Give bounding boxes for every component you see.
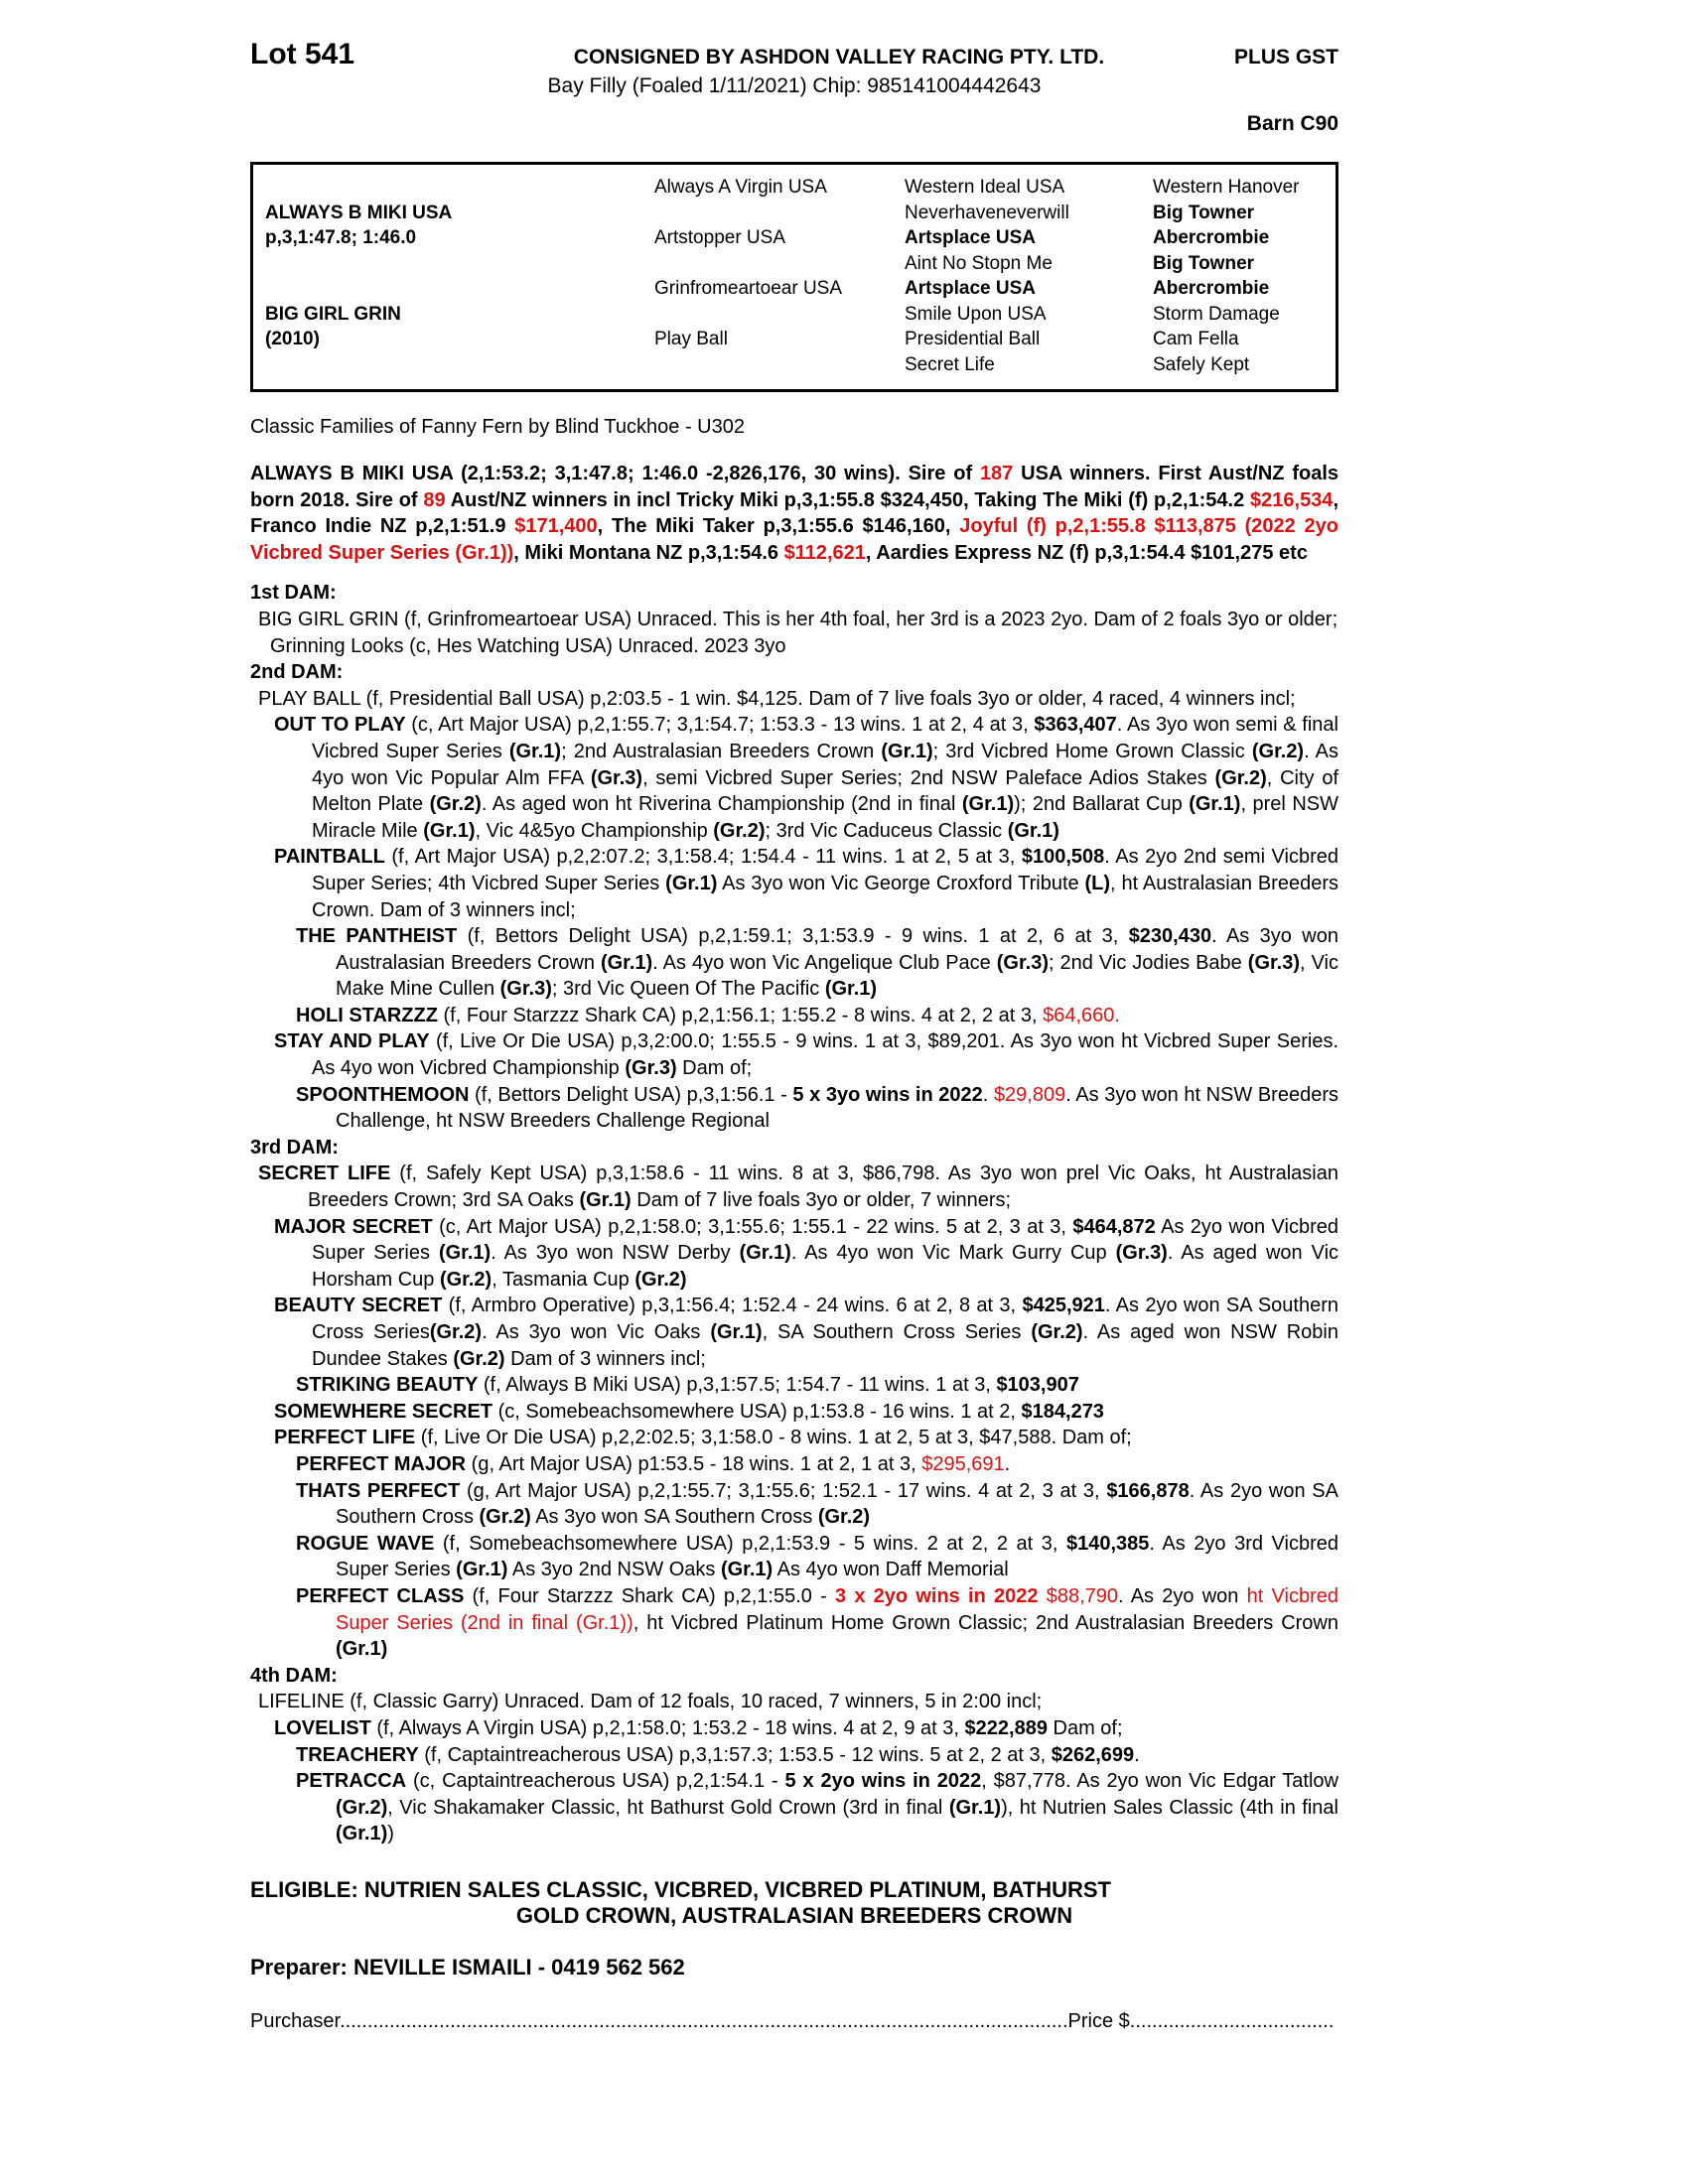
pedigree-cell: Presidential Ball bbox=[905, 329, 1041, 349]
pedigree-row bbox=[265, 251, 1332, 277]
pedigree-cell: Artsplace USA bbox=[905, 227, 1036, 248]
pedigree-cell bbox=[654, 201, 905, 226]
entry-out-to-play: OUT TO PLAY (c, Art Major USA) p,2,1:55.7; 3,1:54.7; 1:53.3 - 13 wins. 1 at 2, 4 at 3, $363,407. As 3yo won semi & final Vicbred Super Series (Gr.1); 2nd Australasian Breeders Crown (Gr.1); 3rd Vicbred Home Grown Classic (Gr.2). As 4yo won Vic Popular Alm FFA (Gr.3), semi Vicbred Super Series; 2nd NSW Paleface Adios Stakes (Gr.2), City of Melton Plate (Gr.2). As aged won ht Riverina Championship (2nd in final (Gr.1)); 2nd Ballarat Cup (Gr.1), prel NSW Miracle Mile (Gr.1), Vic 4&5yo Championship (Gr.2); 3rd Vic Caduceus Classic (Gr.1) bbox=[274, 714, 1339, 842]
dam3-secret-life: SECRET LIFE (f, Safely Kept USA) p,3,1:58.6 - 11 wins. 8 at 3, $86,798. As 3yo won prel Vic Oaks, ht Australasian Breeders Crown; 3rd SA Oaks (Gr.1) Dam of 7 live foals 3yo or older, 7 winners; bbox=[258, 1162, 1338, 1212]
pedigree-cell bbox=[654, 352, 905, 378]
entry-treachery: TREACHERY (f, Captaintreacherous USA) p,3,1:57.3; 1:53.5 - 12 wins. 5 at 2, 2 at 3, $262,699. bbox=[296, 1743, 1140, 1766]
entry-perfect-major: PERFECT MAJOR (g, Art Major USA) p1:53.5 - 18 wins. 1 at 2, 1 at 3, $295,691. bbox=[296, 1452, 1011, 1475]
foal-grinning-looks: Grinning Looks (c, Hes Watching USA) Unraced. 2023 3yo bbox=[270, 634, 786, 657]
eligibility-line-2: GOLD CROWN, AUSTRALASIAN BREEDERS CROWN bbox=[515, 1902, 1073, 1928]
gst-note: PLUS GST bbox=[1233, 46, 1338, 68]
pedigree-row bbox=[265, 175, 1332, 201]
entry-stay-and-play: STAY AND PLAY (f, Live Or Die USA) p,3,2:00.0; 1:55.5 - 9 wins. 1 at 3, $89,201. As 3yo won ht Vicbred Super Series. As 4yo won Vicbred Championship (Gr.3) Dam of; bbox=[274, 1030, 1338, 1080]
pedigree-cell: Grinfromeartoear USA bbox=[654, 278, 843, 299]
barn-number: Barn C90 bbox=[1246, 112, 1338, 135]
pedigree-row bbox=[265, 276, 1332, 302]
entry-perfect-class: PERFECT CLASS (f, Four Starzzz Shark CA) p,2,1:55.0 - 3 x 2yo wins in 2022 $88,790. As 2yo won ht Vicbred Super Series (2nd in final (Gr.1)), ht Vicbred Platinum Home Grown Classic; 2nd Australasian Breeders Crown (Gr.1) bbox=[296, 1584, 1338, 1661]
entry-thats-perfect: THATS PERFECT (g, Art Major USA) p,2,1:55.7; 3,1:55.6; 1:52.1 - 17 wins. 4 at 2, 3 at 3, $166,878. As 2yo won SA Southern Cross (Gr.2) As 3yo won SA Southern Cross (Gr.2) bbox=[296, 1479, 1338, 1529]
pedigree-cell: Abercrombie bbox=[1153, 227, 1270, 248]
dam2-play-ball: PLAY BALL (f, Presidential Ball USA) p,2:03.5 - 1 win. $4,125. Dam of 7 live foals 3yo or older, 4 raced, 4 winners incl; bbox=[258, 687, 1296, 710]
pedigree-cell: Always A Virgin USA bbox=[654, 177, 827, 198]
pedigree-cell: Safely Kept bbox=[1153, 353, 1250, 375]
pedigree-row bbox=[265, 352, 1332, 378]
pedigree-cell: Aint No Stopn Me bbox=[905, 252, 1053, 274]
pedigree-cell: Big Towner bbox=[1153, 202, 1255, 223]
pedigree-row bbox=[265, 327, 1332, 352]
pedigree-cell: Abercrombie bbox=[1153, 278, 1270, 299]
entry-spoonthemoon: SPOONTHEMOON (f, Bettors Delight USA) p,3,1:56.1 - 5 x 3yo wins in 2022. $29,809. As 3yo won ht NSW Breeders Challenge, ht NSW Breeders Challenge Regional bbox=[296, 1083, 1338, 1133]
consignor-line: CONSIGNED BY ASHDON VALLEY RACING PTY. LTD. bbox=[573, 46, 1105, 68]
pedigree-cell bbox=[654, 302, 905, 328]
entry-beauty-secret: BEAUTY SECRET (f, Armbro Operative) p,3,1:56.4; 1:52.4 - 24 wins. 6 at 2, 8 at 3, $425,921. As 2yo won SA Southern Cross Series(Gr.2). As 3yo won Vic Oaks (Gr.1), SA Southern Cross Series (Gr.2). As aged won NSW Robin Dundee Stakes (Gr.2) Dam of 3 winners incl; bbox=[274, 1295, 1339, 1370]
pedigree-cell: (2010) bbox=[265, 329, 320, 349]
dam2-heading: 2nd DAM: bbox=[250, 661, 344, 684]
dam4-lifeline: LIFELINE (f, Classic Garry) Unraced. Dam of 12 foals, 10 raced, 7 winners, 5 in 2:00 incl; bbox=[258, 1691, 1043, 1713]
dam4-heading: 4th DAM: bbox=[250, 1664, 338, 1687]
lot-number: Lot 541 bbox=[250, 38, 355, 70]
entry-the-pantheist: THE PANTHEIST (f, Bettors Delight USA) p,2,1:59.1; 3,1:53.9 - 9 wins. 1 at 2, 6 at 3, $230,430. As 3yo won Australasian Breeders Crown (Gr.1). As 4yo won Vic Angelique Club Pace (Gr.3); 2nd Vic Jodies Babe (Gr.3), Vic Make Mine Cullen (Gr.3); 3rd Vic Queen Of The Pacific (Gr.1) bbox=[296, 925, 1338, 1001]
pedigree-cell: Artstopper USA bbox=[654, 227, 785, 248]
pedigree-cell: Cam Fella bbox=[1153, 329, 1239, 349]
horse-description: Bay Filly (Foaled 1/11/2021) Chip: 985141004442643 bbox=[547, 74, 1042, 97]
pedigree-cell bbox=[265, 251, 654, 277]
eligibility-line-1: ELIGIBLE: NUTRIEN SALES CLASSIC, VICBRED, VICBRED PLATINUM, BATHURST bbox=[250, 1876, 1111, 1902]
purchaser-price-line bbox=[250, 2010, 1338, 2033]
purchaser-label: Purchaser bbox=[250, 2009, 341, 2032]
pedigree-cell bbox=[265, 276, 654, 302]
entry-somewhere-secret: SOMEWHERE SECRET (c, Somebeachsomewhere USA) p,1:53.8 - 16 wins. 1 at 2, $184,273 bbox=[274, 1400, 1104, 1423]
purchaser-dotted-leader: .................................................................................................................................... bbox=[340, 2009, 1068, 2032]
pedigree-text bbox=[250, 461, 1338, 1847]
pedigree-cell: Artsplace USA bbox=[905, 278, 1036, 299]
pedigree-cell: Secret Life bbox=[905, 353, 995, 375]
pedigree-cell: Western Ideal USA bbox=[905, 177, 1065, 198]
pedigree-cell: Play Ball bbox=[654, 329, 728, 349]
pedigree-cell: BIG GIRL GRIN bbox=[265, 303, 401, 325]
pedigree-cell: ALWAYS B MIKI USA bbox=[265, 202, 453, 223]
page-content bbox=[250, 38, 1338, 2053]
entry-major-secret: MAJOR SECRET (c, Art Major USA) p,2,1:58.0; 3,1:55.6; 1:55.1 - 22 wins. 5 at 2, 3 at 3, $464,872 As 2yo won Vicbred Super Series (Gr.1). As 3yo won NSW Derby (Gr.1). As 4yo won Vic Mark Gurry Cup (Gr.3). As aged won Vic Horsham Cup (Gr.2), Tasmania Cup (Gr.2) bbox=[274, 1215, 1339, 1291]
eligibility-block bbox=[250, 1877, 1338, 1929]
pedigree-row bbox=[265, 201, 1332, 226]
entry-perfect-life: PERFECT LIFE (f, Live Or Die USA) p,2,2:02.5; 3,1:58.0 - 8 wins. 1 at 2, 5 at 3, $47,588. Dam of; bbox=[274, 1427, 1132, 1449]
entry-lovelist: LOVELIST (f, Always A Virgin USA) p,2,1:58.0; 1:53.2 - 18 wins. 4 at 2, 9 at 3, $222,889 Dam of; bbox=[274, 1716, 1123, 1739]
entry-striking-beauty: STRIKING BEAUTY (f, Always B Miki USA) p,3,1:57.5; 1:54.7 - 11 wins. 1 at 3, $103,907 bbox=[296, 1374, 1079, 1397]
pedigree-cell: Neverhaveneverwill bbox=[905, 202, 1069, 223]
entry-holi-starzzz: HOLI STARZZZ (f, Four Starzzz Shark CA) p,2,1:56.1; 1:55.2 - 8 wins. 4 at 2, 2 at 3, $64,660. bbox=[296, 1004, 1120, 1026]
pedigree-cell: Storm Damage bbox=[1153, 303, 1280, 325]
pedigree-cell: p,3,1:47.8; 1:46.0 bbox=[265, 227, 417, 248]
pedigree-cell: Big Towner bbox=[1153, 252, 1255, 274]
pedigree-row bbox=[265, 225, 1332, 251]
sire-summary: ALWAYS B MIKI USA (2,1:53.2; 3,1:47.8; 1:46.0 -2,826,176, 30 wins). Sire of 187 USA winners. First Aust/NZ foals born 2018. Sire of 89 Aust/NZ winners in incl Tricky Miki p,3,1:55.8 $324,450, Taking The Miki (f) p,2,1:54.2 $216,534, Franco Indie NZ p,2,1:51.9 $171,400, The Miki Taker p,3,1:55.6 $146,160, Joyful (f) p,2,1:55.8 $113,875 (2022 2yo Vicbred Super Series (Gr.1)), Miki Montana NZ p,3,1:54.6 $112,621, Aardies Express NZ (f) p,3,1:54.4 $101,275 etc bbox=[250, 463, 1338, 564]
dam3-heading: 3rd DAM: bbox=[250, 1136, 339, 1159]
dam1-big-girl-grin: BIG GIRL GRIN (f, Grinfromeartoear USA) Unraced. This is her 4th foal, her 3rd is a 2023 2yo. Dam of 2 foals 3yo or older; bbox=[258, 608, 1338, 630]
pedigree-cell bbox=[265, 175, 654, 201]
header bbox=[250, 38, 1338, 71]
pedigree-cell: Western Hanover bbox=[1153, 177, 1300, 198]
pedigree-cell bbox=[654, 251, 905, 277]
family-note: Classic Families of Fanny Fern by Blind Tuckhoe - U302 bbox=[250, 416, 745, 438]
pedigree-cell bbox=[265, 352, 654, 378]
price-dotted-leader: ..................................... bbox=[1129, 2009, 1335, 2032]
entry-rogue-wave: ROGUE WAVE (f, Somebeachsomewhere USA) p,2,1:53.9 - 5 wins. 2 at 2, 2 at 3, $140,385. As 2yo 3rd Vicbred Super Series (Gr.1) As 3yo 2nd NSW Oaks (Gr.1) As 4yo won Daff Memorial bbox=[296, 1532, 1339, 1581]
pedigree-table bbox=[250, 162, 1338, 392]
dam1-heading: 1st DAM: bbox=[250, 582, 337, 605]
preparer-line: Preparer: NEVILLE ISMAILI - 0419 562 562 bbox=[250, 1954, 685, 1979]
price-label: Price $ bbox=[1067, 2009, 1130, 2032]
entry-paintball: PAINTBALL (f, Art Major USA) p,2,2:07.2; 3,1:58.4; 1:54.4 - 11 wins. 1 at 2, 5 at 3, $100,508. As 2yo 2nd semi Vicbred Super Series; 4th Vicbred Super Series (Gr.1) As 3yo won Vic George Croxford Tribute (L), ht Australasian Breeders Crown. Dam of 3 winners incl; bbox=[274, 846, 1338, 921]
pedigree-row bbox=[265, 302, 1332, 328]
entry-petracca: PETRACCA (c, Captaintreacherous USA) p,2,1:54.1 - 5 x 2yo wins in 2022, $87,778. As 2yo won Vic Edgar Tatlow (Gr.2), Vic Shakamaker Classic, ht Bathurst Gold Crown (3rd in final (Gr.1)), ht Nutrien Sales Classic (4th in final (Gr.1)) bbox=[296, 1770, 1338, 1845]
pedigree-cell: Smile Upon USA bbox=[905, 303, 1047, 325]
